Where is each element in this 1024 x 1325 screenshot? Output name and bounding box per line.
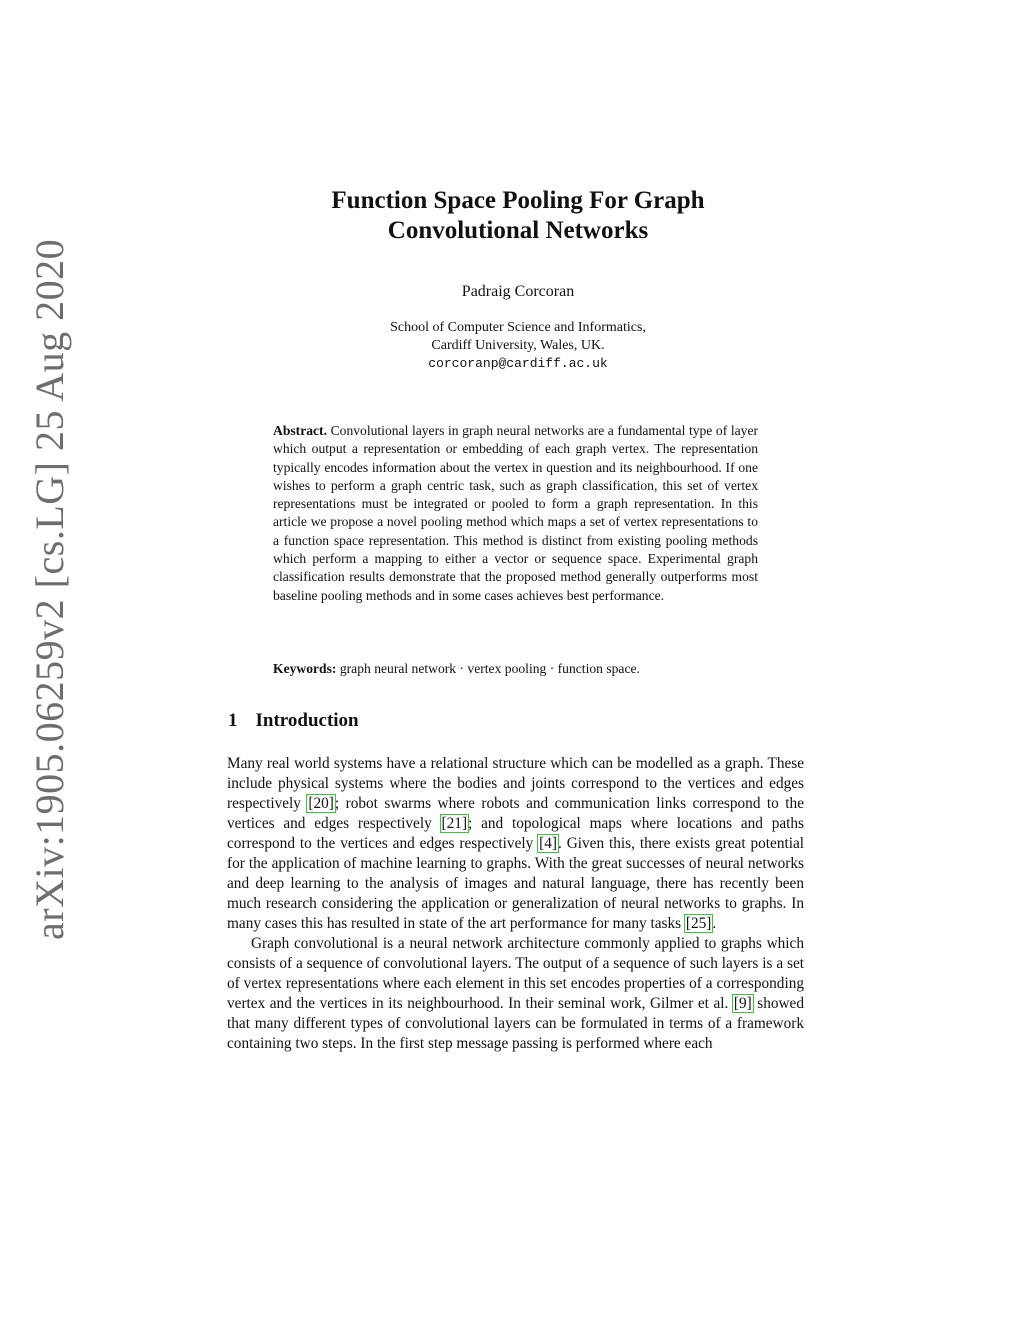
paragraph-2	[227, 934, 804, 1054]
paragraph-text: .	[712, 915, 717, 932]
affiliation-line-2: Cardiff University, Wales, UK.	[431, 338, 605, 353]
arxiv-identifier-stamp: arXiv:1905.06259v2 [cs.LG] 25 Aug 2020	[27, 238, 72, 940]
keywords	[273, 660, 758, 678]
affiliation-line-1: School of Computer Science and Informatics,	[390, 320, 646, 335]
author-email: corcoranp@cardiff.ac.uk	[428, 356, 608, 371]
affiliation-block	[212, 319, 824, 373]
keywords-label: Keywords:	[273, 661, 337, 676]
citation-link[interactable]: [20]	[308, 795, 334, 812]
paragraph-text: Many real world systems have a relational structure which can be modelled as a graph. These include physical systems where the bodies and joints correspond to the vertices and edges respectively	[227, 755, 804, 812]
section-title: Introduction	[255, 710, 359, 731]
paper-title-line-2: Convolutional Networks	[387, 217, 649, 244]
citation-link[interactable]: [25]	[685, 915, 712, 932]
paper-title	[212, 186, 824, 246]
paragraph-text: ; and topological maps where locations and paths correspond to the vertices and edges respectively	[227, 815, 804, 852]
paragraph-text: showed that many different types of convolutional layers can be formulated in terms of a framework containing two steps. In the first step message passing is performed where each	[227, 995, 804, 1052]
abstract	[273, 422, 758, 605]
introduction-body	[227, 754, 804, 1054]
paper-title-line-1: Function Space Pooling For Graph	[331, 187, 705, 214]
section-heading-introduction	[228, 710, 359, 732]
author-name: Padraig Corcoran	[461, 283, 575, 300]
paragraph-text: Graph convolutional is a neural network architecture commonly applied to graphs which consists of a sequence of convolutional layers. The output of a sequence of such layers is a set of vertex representations where each element in this set encodes properties of a corresponding vertex and the vertices in its neighbourhood. In their seminal work, Gilmer et al.	[227, 935, 804, 1012]
section-number: 1	[228, 710, 238, 731]
citation-link[interactable]: [21]	[441, 815, 468, 832]
abstract-label: Abstract.	[273, 423, 327, 438]
citation-link[interactable]: [4]	[539, 835, 558, 852]
paragraph-text: ; robot swarms where robots and communication links correspond to the vertices and edges respectively	[227, 795, 804, 832]
keywords-text: graph neural network · vertex pooling · function space.	[339, 661, 640, 676]
paragraph-text: . Given this, there exists great potential for the application of machine learning to graphs. With the great successes of neural networks and deep learning to the analysis of images and natural language, there has recently been much research considering the application or generalization of neural networks to graphs. In many cases this has resulted in state of the art performance for many tasks	[227, 835, 805, 932]
citation-link[interactable]: [9]	[733, 995, 752, 1012]
abstract-text: Convolutional layers in graph neural networks are a fundamental type of layer which output a representation or embedding of each graph vertex. The representation typically encodes information about the vertex in question and its neighbourhood. If one wishes to perform a graph centric task, such as graph classification, this set of vertex representations must be integrated or pooled to form a graph representation. In this article we propose a novel pooling method which maps a set of vertex representations to a function space representation. This method is distinct from existing pooling methods which perform a mapping to either a vector or sequence space. Experimental graph classification results demonstrate that the proposed method generally outperforms most baseline pooling methods and in some cases achieves best performance.	[273, 423, 758, 603]
paragraph-1	[227, 754, 804, 934]
